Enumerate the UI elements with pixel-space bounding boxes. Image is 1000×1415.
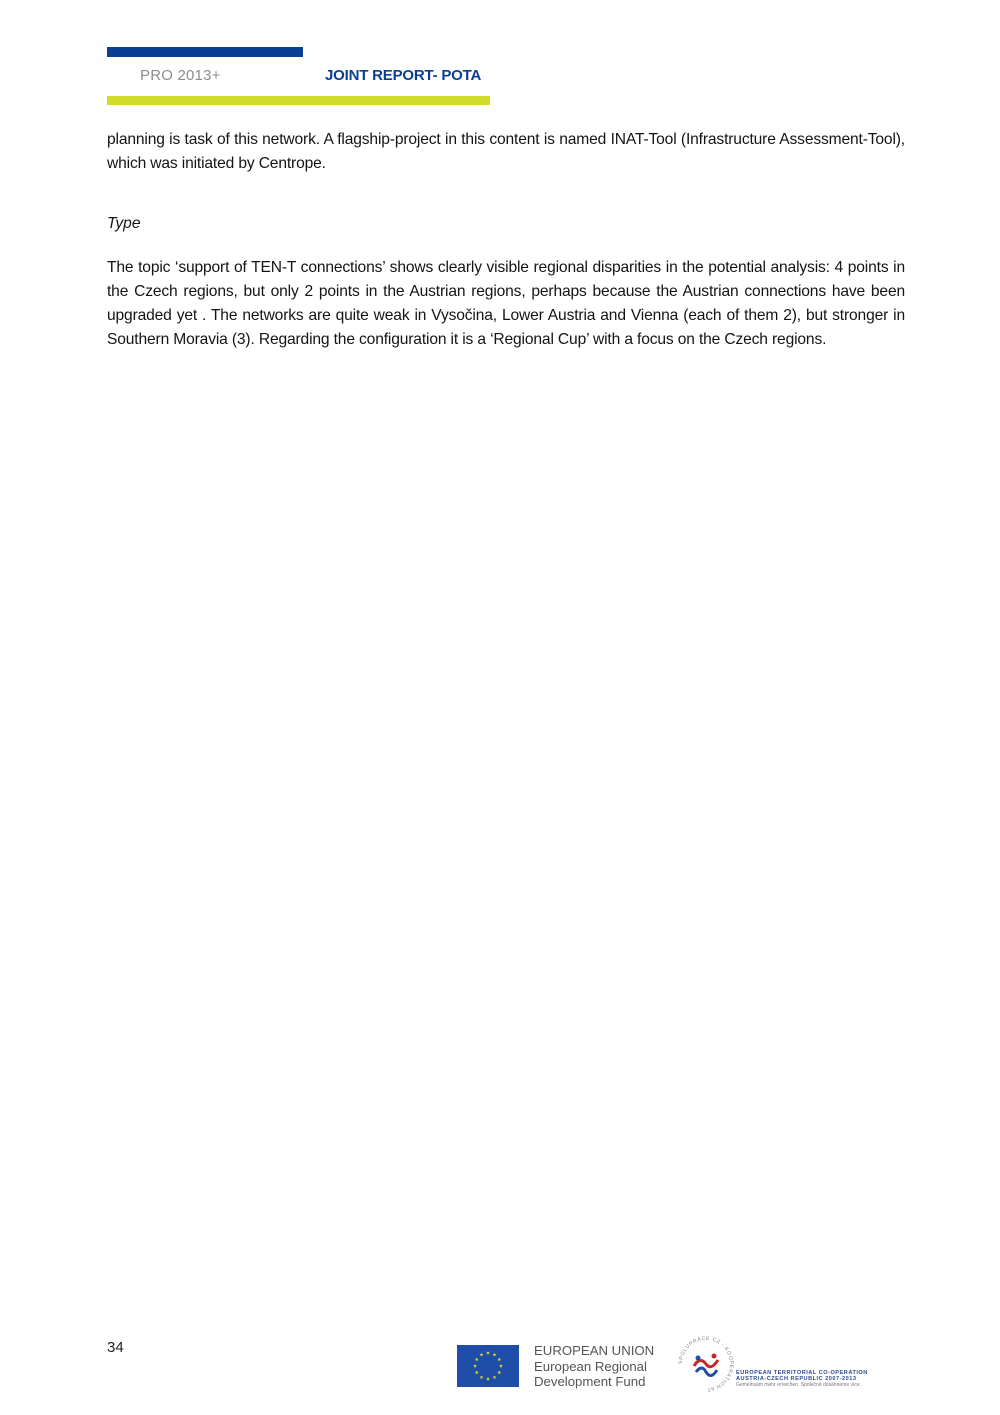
coop-line-1: EUROPEAN TERRITORIAL CO-OPERATION bbox=[736, 1370, 868, 1376]
coop-line-2: AUSTRIA-CZECH REPUBLIC 2007-2013 bbox=[736, 1376, 857, 1382]
eu-fund-label bbox=[534, 1343, 654, 1390]
eu-flag-icon bbox=[457, 1345, 519, 1387]
header-blue-bar bbox=[107, 47, 303, 57]
section-subheading: Type bbox=[107, 215, 141, 232]
paragraph-2: The topic ‘support of TEN-T connections’ shows clearly visible regional disparities in the potential analysis: 4 points in the Czech regions, but only 2 points in the Austrian regions, perhaps because the Austrian connections have been upgraded yet . The networks are quite weak in Vysočina, Lower Austria and Vienna (each of them 2), but stronger in Southern Moravia (3). Regarding the configuration it is a ‘Regional Cup’ with a focus on the Czech regions. bbox=[107, 259, 905, 348]
eu-line-1: EUROPEAN UNION bbox=[534, 1343, 655, 1358]
header-program-label: PRO 2013+ bbox=[140, 67, 221, 84]
eu-line-3: Development Fund bbox=[534, 1374, 646, 1389]
coop-line-3: Gemeinsam mehr erreichen. Společně dosáhneme více. bbox=[736, 1382, 862, 1388]
header-green-bar bbox=[107, 96, 490, 105]
eu-line-2: European Regional bbox=[534, 1358, 647, 1374]
cooperation-label bbox=[736, 1370, 886, 1388]
header-report-title: JOINT REPORT- POTA bbox=[325, 67, 482, 84]
page-number: 34 bbox=[107, 1339, 124, 1356]
svg-text:SPOLUPRÁCE CZ - KOOPERATION AT: SPOLUPRÁCE CZ - KOOPERATION AT bbox=[678, 1336, 734, 1392]
cooperation-logo-icon bbox=[678, 1336, 734, 1392]
paragraph-1: planning is task of this network. A flagship-project in this content is named INAT-Tool (Infrastructure Assessment-Tool), which was initiated by Centrope. bbox=[107, 131, 905, 172]
